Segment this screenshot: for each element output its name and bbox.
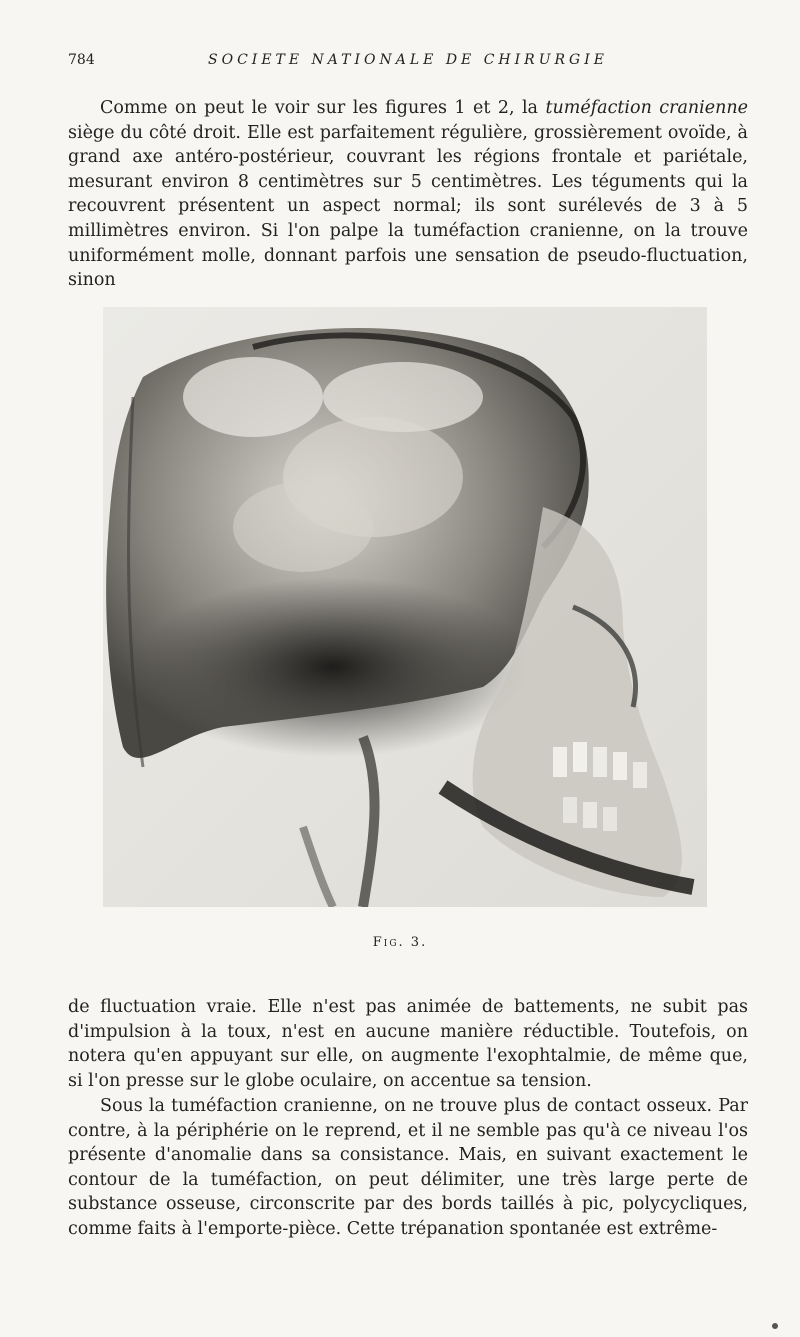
- page-number: 784: [68, 52, 95, 68]
- page-header: [68, 52, 748, 74]
- paragraph-1-lead: Comme on peut le voir sur les figures 1 et 2, la: [100, 98, 546, 118]
- figure-caption: Fig. 3.: [372, 935, 428, 950]
- print-mark: [772, 1323, 778, 1329]
- paragraph-1: [68, 96, 748, 293]
- xray-figure: [103, 307, 707, 907]
- skull-xray-image: [103, 307, 707, 907]
- paragraph-2: de fluctuation vraie. Elle n'est pas animée de battements, ne subit pas d'impulsion à la toux, n'est en aucune manière réductible. Toutefois, on notera qu'en appuyant sur elle, on augmente l'exophtalmie, de même que, si l'on presse sur le globe oculaire, on accentue sa tension.: [68, 997, 748, 1091]
- paragraph-1-rest: siège du côté droit. Elle est parfaitement régulière, grossièrement ovoïde, à grand axe antéro-postérieur, couvrant les régions frontale et pariétale, mesurant environ 8 centimètres sur 5 centimètres. Les téguments qui la recouvrent présentent un aspect normal; ils sont surélevés de 3 à 5 millimètres environ. Si l'on palpe la tuméfaction cranienne, on la trouve uniformément molle, donnant parfois une sensation de pseudo-fluctuation, sinon: [68, 122, 748, 291]
- emphasis-tumefaction: tuméfaction cranienne: [545, 98, 749, 118]
- running-head: SOCIETE NATIONALE DE CHIRURGIE: [208, 52, 608, 68]
- paragraph-3: Sous la tuméfaction cranienne, on ne trouve plus de contact osseux. Par contre, à la périphérie on le reprend, et il ne semble pas qu'à ce niveau l'os présente d'anomalie dans sa consistance. Mais, en suivant exactement le contour de la tuméfaction, on peut délimiter, une très large perte de substance osseuse, circonscrite par des bords taillés à pic, polycycliques, comme faits à l'emporte-pièce. Cette trépanation spontanée est extrême-: [68, 1096, 748, 1239]
